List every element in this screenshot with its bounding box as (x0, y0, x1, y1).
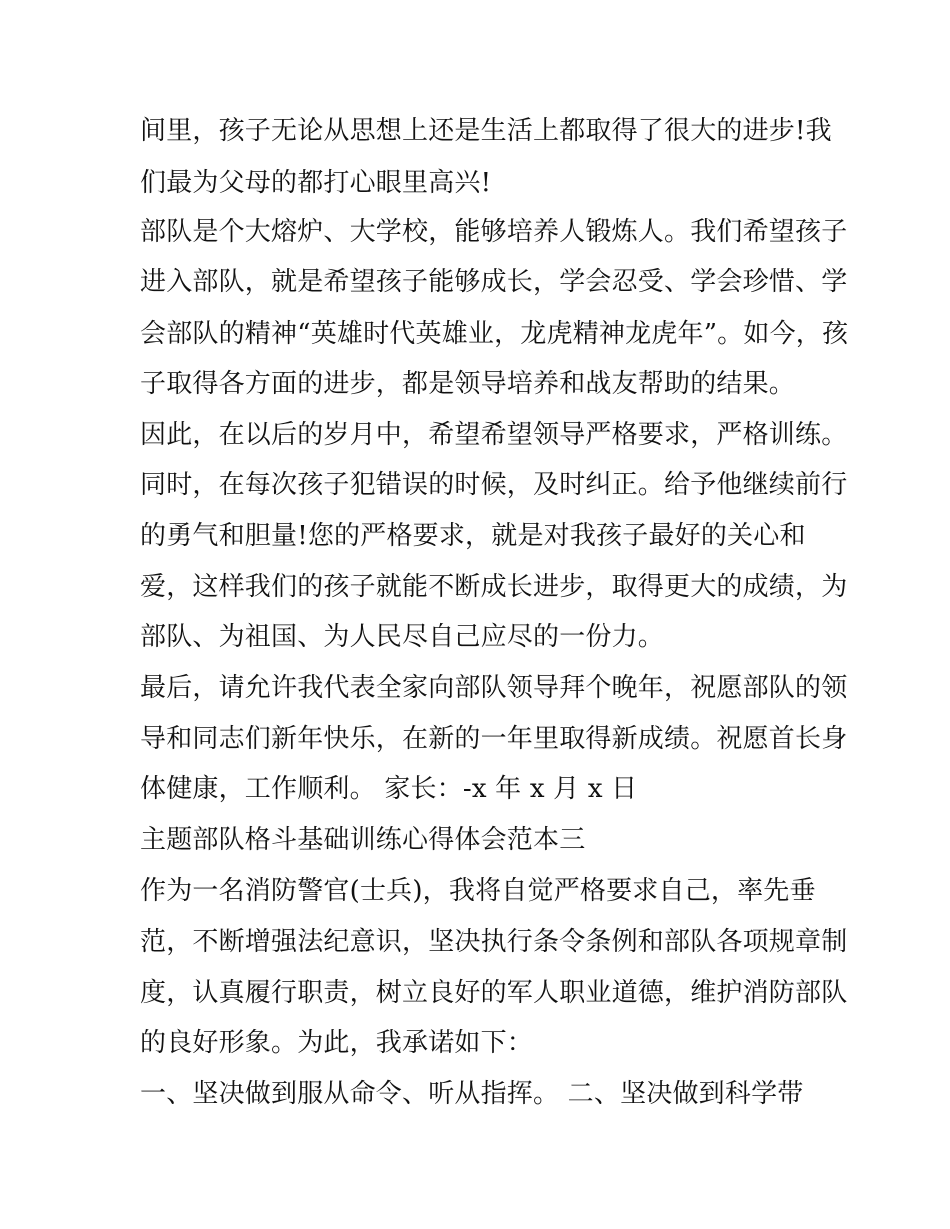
text-line: 部队、为祖国、为人民尽自己应尽的一份力。 (140, 622, 665, 652)
text-line: 范，不断增强法纪意识，坚决执行条令条例和部队各项规章制 (140, 927, 848, 957)
text-line: 部队是个大熔炉、大学校，能够培养人锻炼人。我们希望孩子 (140, 217, 848, 247)
section-heading: 主题部队格斗基础训练心得体会范本三 (140, 825, 586, 855)
text-line: 作为一名消防警官(士兵)，我将自觉严格要求自己，率先垂 (140, 876, 816, 906)
text-line: 导和同志们新年快乐，在新的一年里取得新成绩。祝愿首长身 (140, 724, 848, 754)
text-line: 体健康，工作顺利。 家长：-x 年 x 月 x 日 (140, 774, 638, 804)
text-line: 同时，在每次孩子犯错误的时候，及时纠正。给予他继续前行 (140, 470, 848, 500)
text-line: 一、坚决做到服从命令、听从指挥。 二、坚决做到科学带 (140, 1079, 804, 1109)
text-line: 因此，在以后的岁月中，希望希望领导严格要求，严格训练。 (140, 420, 848, 450)
text-line: 的良好形象。为此，我承诺如下： (140, 1028, 534, 1058)
text-line: 会部队的精神“英雄时代英雄业，龙虎精神龙虎年”。如今，孩 (140, 319, 849, 349)
text-line: 们最为父母的都打心眼里高兴! (140, 168, 492, 198)
text-line: 度，认真履行职责，树立良好的军人职业道德，维护消防部队 (140, 978, 848, 1008)
text-line: 进入部队，就是希望孩子能够成长，学会忍受、学会珍惜、学 (140, 267, 848, 297)
text-line: 爱，这样我们的孩子就能不断成长进步，取得更大的成绩，为 (140, 572, 848, 602)
text-line: 的勇气和胆量!您的严格要求，就是对我孩子最好的关心和 (140, 521, 806, 551)
text-line: 子取得各方面的进步，都是领导培养和战友帮助的结果。 (140, 369, 796, 399)
text-line: 间里，孩子无论从思想上还是生活上都取得了很大的进步!我 (140, 116, 832, 146)
text-line: 最后，请允许我代表全家向部队领导拜个晚年，祝愿部队的领 (140, 673, 848, 703)
